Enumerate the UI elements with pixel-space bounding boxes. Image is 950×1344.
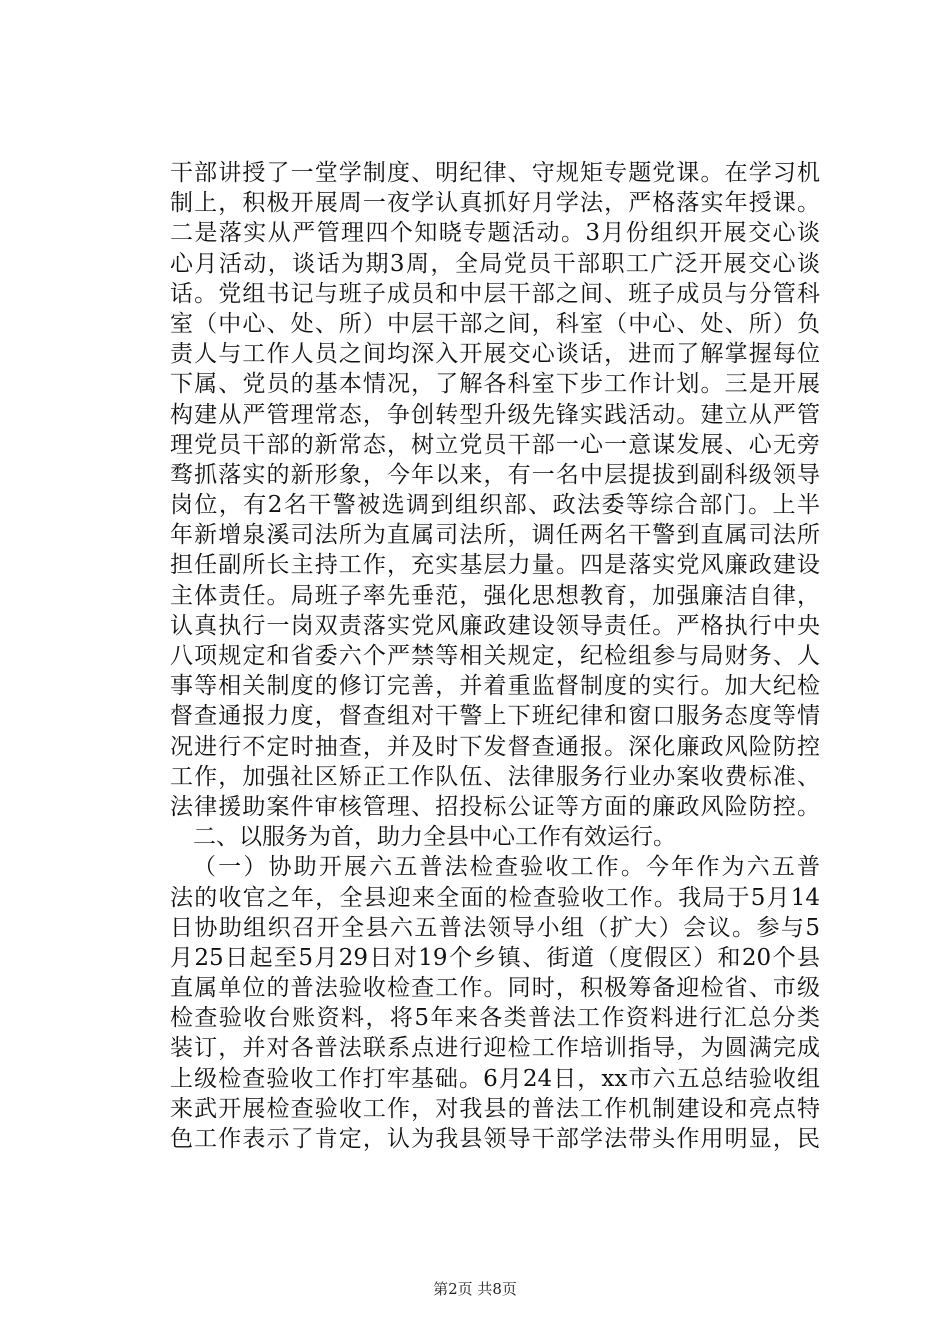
text-line-10: 理党员干部的新常态，树立党员干部一心一意谋发展、心无旁 xyxy=(170,431,820,458)
text-line-29: 检查验收台账资料，将5年来各类普法工作资料进行汇总分类 xyxy=(170,1005,820,1032)
text-line-16: 认真执行一岗双责落实党风廉政建设领导责任。严格执行中央 xyxy=(170,612,820,639)
text-line-12: 岗位，有2名干警被选调到组织部、政法委等综合部门。上半 xyxy=(170,492,820,519)
text-line-33: 色工作表示了肯定，认为我县领导干部学法带头作用明显，民 xyxy=(170,1126,820,1152)
subsection-first-line: （一）协助开展六五普法检查验收工作。今年作为六五普 xyxy=(193,854,820,881)
section-heading: 二、以服务为首，助力全县中心工作有效运行。 xyxy=(193,824,676,851)
text-line-32: 来武开展检查验收工作，对我县的普法工作机制建设和亮点特 xyxy=(170,1095,820,1122)
text-line-4: 心月活动，谈话为期3周，全局党员干部职工广泛开展交心谈 xyxy=(170,250,820,277)
text-line-17: 八项规定和省委六个严禁等相关规定，纪检组参与局财务、人 xyxy=(170,643,820,669)
text-line-19: 督查通报力度，督查组对干警上下班纪律和窗口服务态度等情 xyxy=(170,703,820,730)
page-number-label: 第2页 共8页 xyxy=(433,1280,517,1298)
text-line-14: 担任副所长主持工作，充实基层力量。四是落实党风廉政建设 xyxy=(170,552,820,579)
text-line-11: 骛抓落实的新形象，今年以来，有一名中层提拔到副科级领导 xyxy=(170,461,820,488)
text-line-7: 责人与工作人员之间均深入开展交心谈话，进而了解掌握每位 xyxy=(170,341,820,368)
text-line-13: 年新增泉溪司法所为直属司法所，调任两名干警到直属司法所 xyxy=(170,522,820,549)
page-footer xyxy=(0,1279,950,1299)
text-line-9: 构建从严管理常态，争创转型升级先锋实践活动。建立从严管 xyxy=(170,401,820,428)
text-line-27: 月25日起至5月29日对19个乡镇、街道（度假区）和20个县 xyxy=(170,944,820,971)
text-line-21: 工作，加强社区矫正工作队伍、法律服务行业办案收费标准、 xyxy=(170,763,820,790)
text-line-15: 主体责任。局班子率先垂范，强化思想教育，加强廉洁自律， xyxy=(170,582,820,609)
text-line-3: 二是落实从严管理四个知晓专题活动。3月份组织开展交心谈 xyxy=(170,220,820,247)
text-line-22: 法律援助案件审核管理、招投标公证等方面的廉政风险防控。 xyxy=(170,793,820,820)
text-line-8: 下属、党员的基本情况，了解各科室下步工作计划。三是开展 xyxy=(170,371,820,398)
text-line-20: 况进行不定时抽查，并及时下发督查通报。深化廉政风险防控 xyxy=(170,733,820,760)
text-line-1: 干部讲授了一堂学制度、明纪律、守规矩专题党课。在学习机 xyxy=(170,160,820,186)
text-line-5: 话。党组书记与班子成员和中层干部之间、班子成员与分管科 xyxy=(170,280,820,307)
text-line-6: 室（中心、处、所）中层干部之间，科室（中心、处、所）负 xyxy=(170,310,820,337)
text-line-25: 法的收官之年，全县迎来全面的检查验收工作。我局于5月14 xyxy=(170,884,820,911)
body-text xyxy=(170,158,820,1154)
text-line-18: 事等相关制度的修订完善，并着重监督制度的实行。加大纪检 xyxy=(170,673,820,700)
text-line-30: 装订，并对各普法联系点进行迎检工作培训指导，为圆满完成 xyxy=(170,1035,820,1062)
text-line-28: 直属单位的普法验收检查工作。同时，积极筹备迎检省、市级 xyxy=(170,975,820,1002)
text-line-31: 上级检查验收工作打牢基础。6月24日，xx市六五总结验收组 xyxy=(170,1065,820,1092)
text-line-2: 制上，积极开展周一夜学认真抓好月学法，严格落实年授课。 xyxy=(170,190,820,217)
text-line-26: 日协助组织召开全县六五普法领导小组（扩大）会议。参与5 xyxy=(170,914,820,941)
